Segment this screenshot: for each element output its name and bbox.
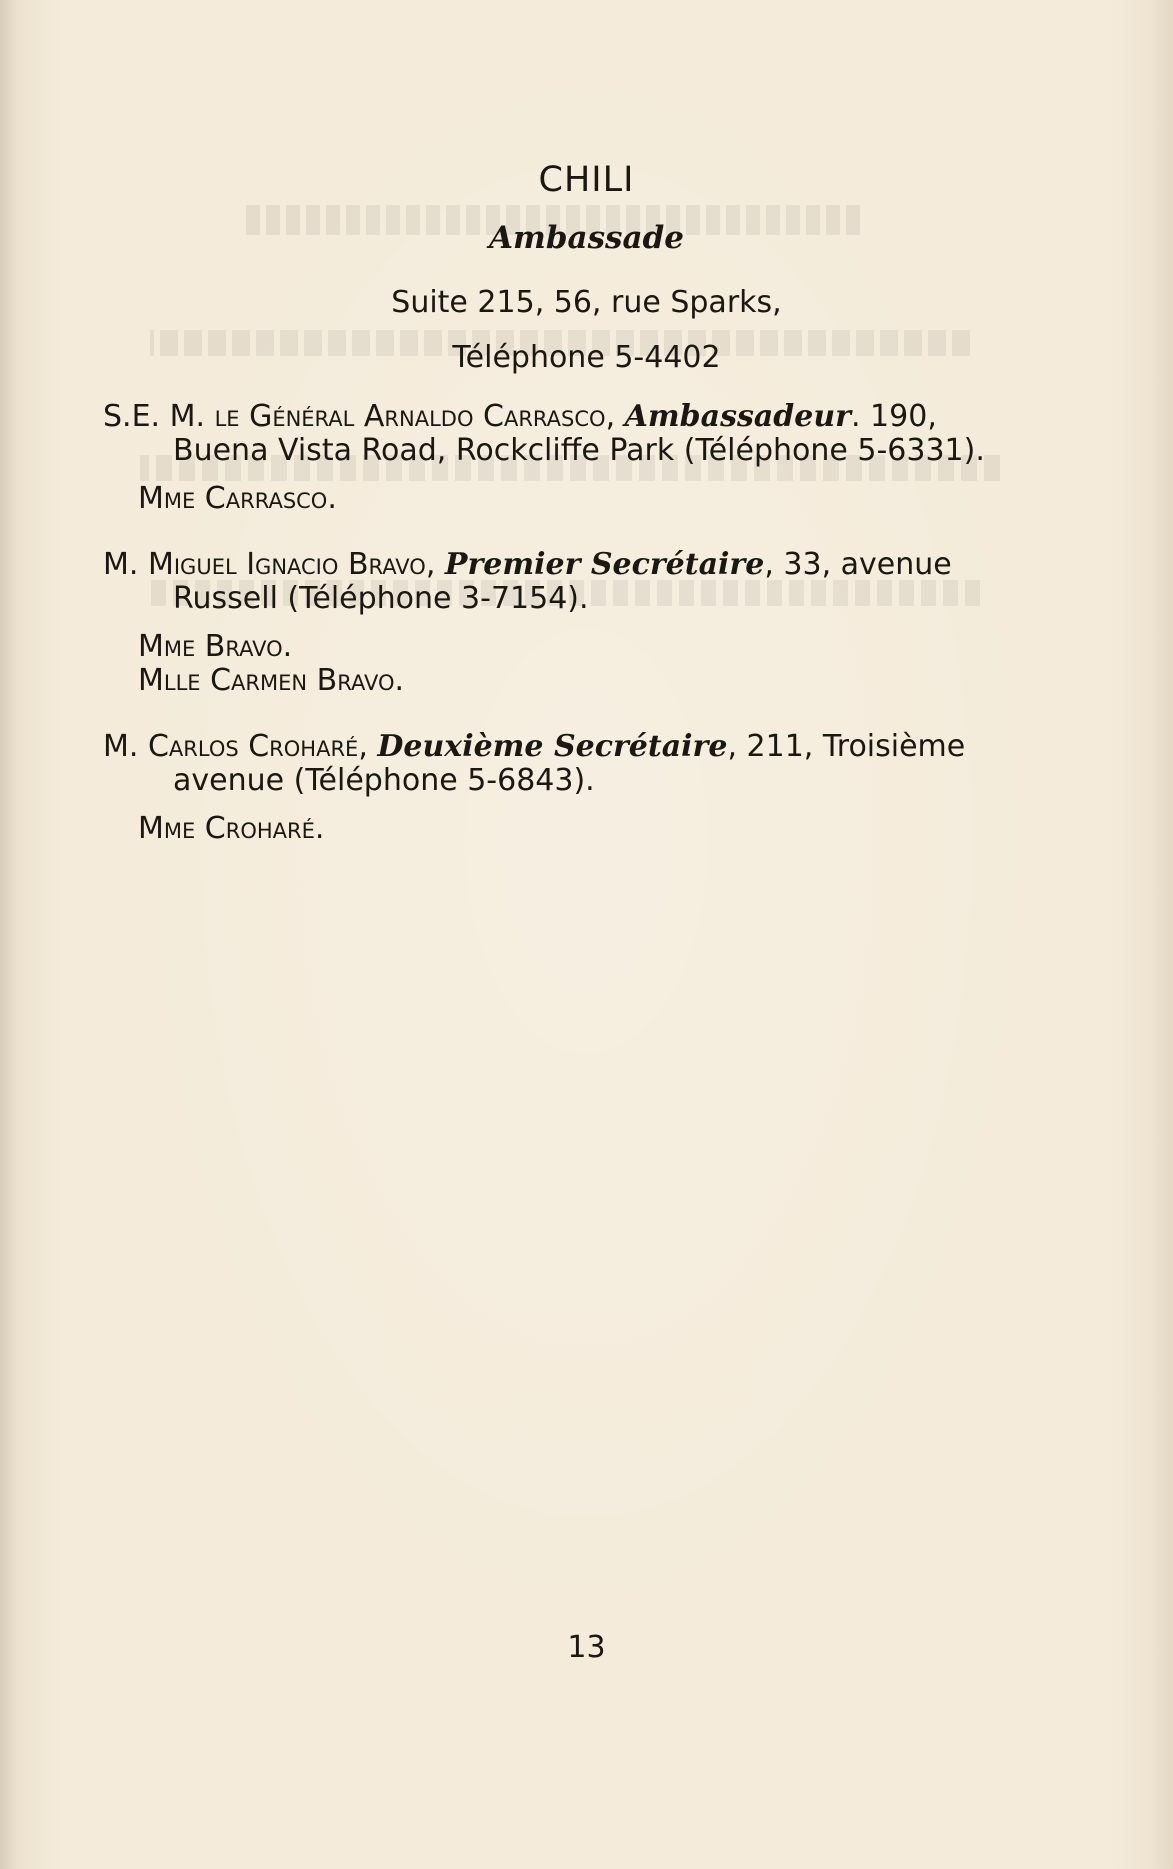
country-heading: CHILI xyxy=(538,160,635,200)
section-heading: Ambassade xyxy=(488,220,684,256)
family-member: Mlle Carmen Bravo. xyxy=(138,663,405,698)
staff-entry: M. Carlos Croharé, Deuxième Secrétaire, 211, Troisième avenue (Téléphone 5-6843). xyxy=(103,729,966,798)
page-number: 13 xyxy=(567,1630,606,1665)
family-member: Mme Croharé. xyxy=(138,811,325,846)
entry-prefix: M. xyxy=(103,547,148,582)
embassy-address: Suite 215, 56, rue Sparks, xyxy=(391,285,782,320)
family-member: Mme Bravo. xyxy=(138,629,293,664)
entry-prefix: S.E. M. xyxy=(103,399,215,434)
entry-prefix: M. xyxy=(103,729,148,764)
entry-name: le Général Arnaldo Carrasco xyxy=(214,399,606,434)
staff-list xyxy=(103,400,1003,846)
entry-name: Carlos Croharé xyxy=(147,729,359,764)
staff-entry: S.E. M. le Général Arnaldo Carrasco, Ambassadeur. 190, Buena Vista Road, Rockcliffe Park (Téléphone 5-6331). xyxy=(103,399,985,468)
entry-title: Ambassadeur xyxy=(624,399,851,434)
entry-title: Premier Secrétaire xyxy=(444,547,765,582)
entry-title: Deuxième Secrétaire xyxy=(377,729,728,764)
embassy-phone: Téléphone 5-4402 xyxy=(452,340,721,375)
entry-address: , 211, Troisième avenue (Téléphone 5-6843). xyxy=(173,729,966,798)
entry-name: Miguel Ignacio Bravo xyxy=(147,547,426,582)
entry-address: , 33, avenue Russell (Téléphone 3-7154). xyxy=(173,547,952,616)
entry-address: . 190, Buena Vista Road, Rockcliffe Park (Téléphone 5-6331). xyxy=(173,399,985,468)
staff-entry: M. Miguel Ignacio Bravo, Premier Secrétaire, 33, avenue Russell (Téléphone 3-7154). xyxy=(103,547,952,616)
family-member: Mme Carrasco. xyxy=(138,481,337,516)
